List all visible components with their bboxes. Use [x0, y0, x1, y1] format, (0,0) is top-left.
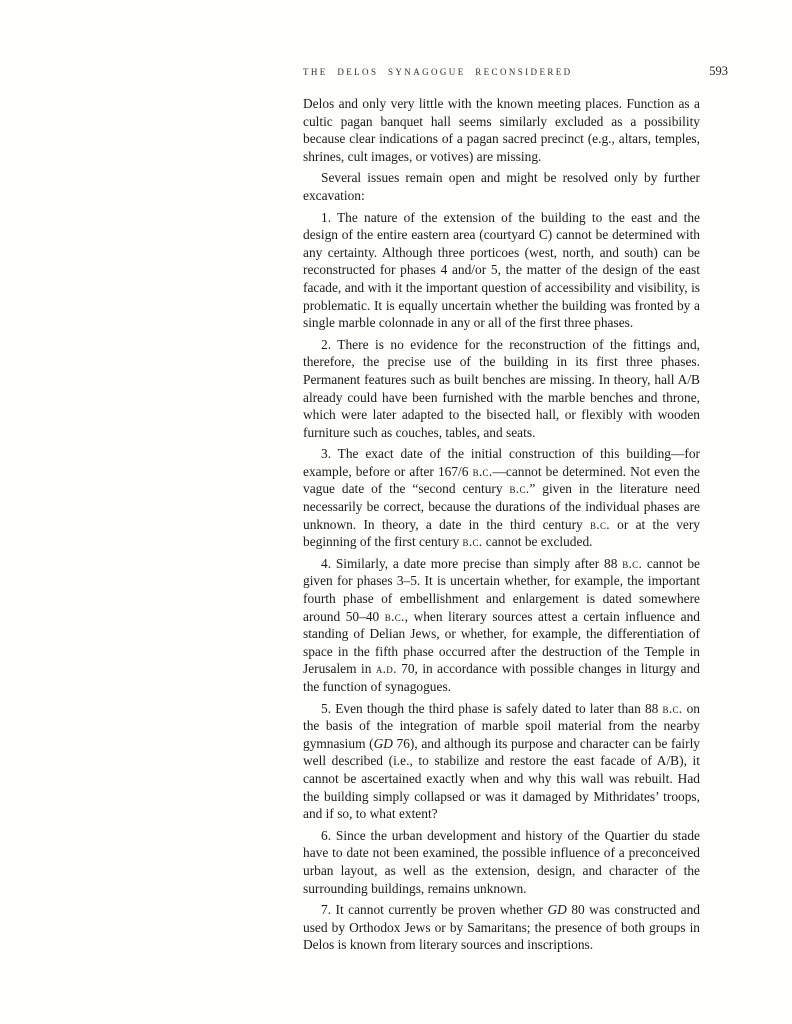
- paragraph-intro: Several issues remain open and might be resolved only by further excavation:: [303, 170, 700, 203]
- paragraph-item-3: 3. The exact date of the initial construction of this building—for example, before or after 167/6 b.c.—cannot be determined. Not even the vague date of the “second century b.c.” given in the literature need necessarily be correct, because the durations of the individual phases are unknown. In theory, a date in the third century b.c. or at the very beginning of the first century b.c. cannot be excluded.: [303, 446, 700, 550]
- paragraph-item-2: 2. There is no evidence for the reconstruction of the fittings and, therefore, the precise use of the building in its first three phases. Permanent features such as built benches are missing. In theory, hall A/B already could have been furnished with the marble benches and throne, which were later adapted to the bisected hall, or flexibly with wooden furniture such as couches, tables, and seats.: [303, 336, 700, 440]
- paragraph-item-4: 4. Similarly, a date more precise than simply after 88 b.c. cannot be given for phases 3–5. It is uncertain whether, for example, the important fourth phase of embellishment and enlargement is dated somewhere around 50–40 b.c., when literary sources attest a certain influence and standing of Delian Jews, or whether, for example, the differentiation of space in the fifth phase occurred after the destruction of the Temple in Jerusalem in a.d. 70, in accordance with possible changes in liturgy and the function of synagogues.: [303, 555, 701, 694]
- paragraph-item-7: 7. It cannot currently be proven whether GD 80 was constructed and used by Orthodox Jews or by Samaritans; the presence of both groups in Delos is known from literary sources and inscriptions.: [303, 902, 700, 953]
- page-number: 593: [709, 64, 728, 78]
- paragraph-item-1: 1. The nature of the extension of the building to the east and the design of the entire eastern area (courtyard C) cannot be determined with any certainty. Although three porticoes (west, north, and south) can be reconstructed for phases 4 and/or 5, the matter of the design of the east facade, and with it the important question of accessibility and visibility, is problematic. It is equally uncertain whether the building was fronted by a single marble colonnade in any or all of the first three phases.: [303, 209, 700, 331]
- running-head: [303, 64, 728, 79]
- paragraph-continuation: Delos and only very little with the known meeting places. Function as a cultic pagan banquet hall seems similarly excluded as a possibility because clear indications of a pagan sacred precinct (e.g., altars, temples, shrines, cult images, or votives) are missing.: [303, 96, 700, 164]
- text-block: [303, 95, 700, 954]
- paragraph-item-6: 6. Since the urban development and history of the Quartier du stade have to date not been examined, the possible influence of a preconceived urban layout, as well as the extension, design, and character of the surrounding buildings, remains unknown.: [303, 827, 700, 896]
- paragraph-item-5: 5. Even though the third phase is safely dated to later than 88 b.c. on the basis of the integration of marble spoil material from the nearby gymnasium (GD 76), and although its purpose and character can be fairly well described (i.e., to stabilize and restore the east facade of A/B), it cannot be ascertained exactly when and why this wall was rebuilt. Had the building simply collapsed or was it damaged by Mithridates’ troops, and if so, to what extent?: [303, 700, 700, 822]
- running-head-title: THE DELOS SYNAGOGUE RECONSIDERED: [303, 67, 573, 77]
